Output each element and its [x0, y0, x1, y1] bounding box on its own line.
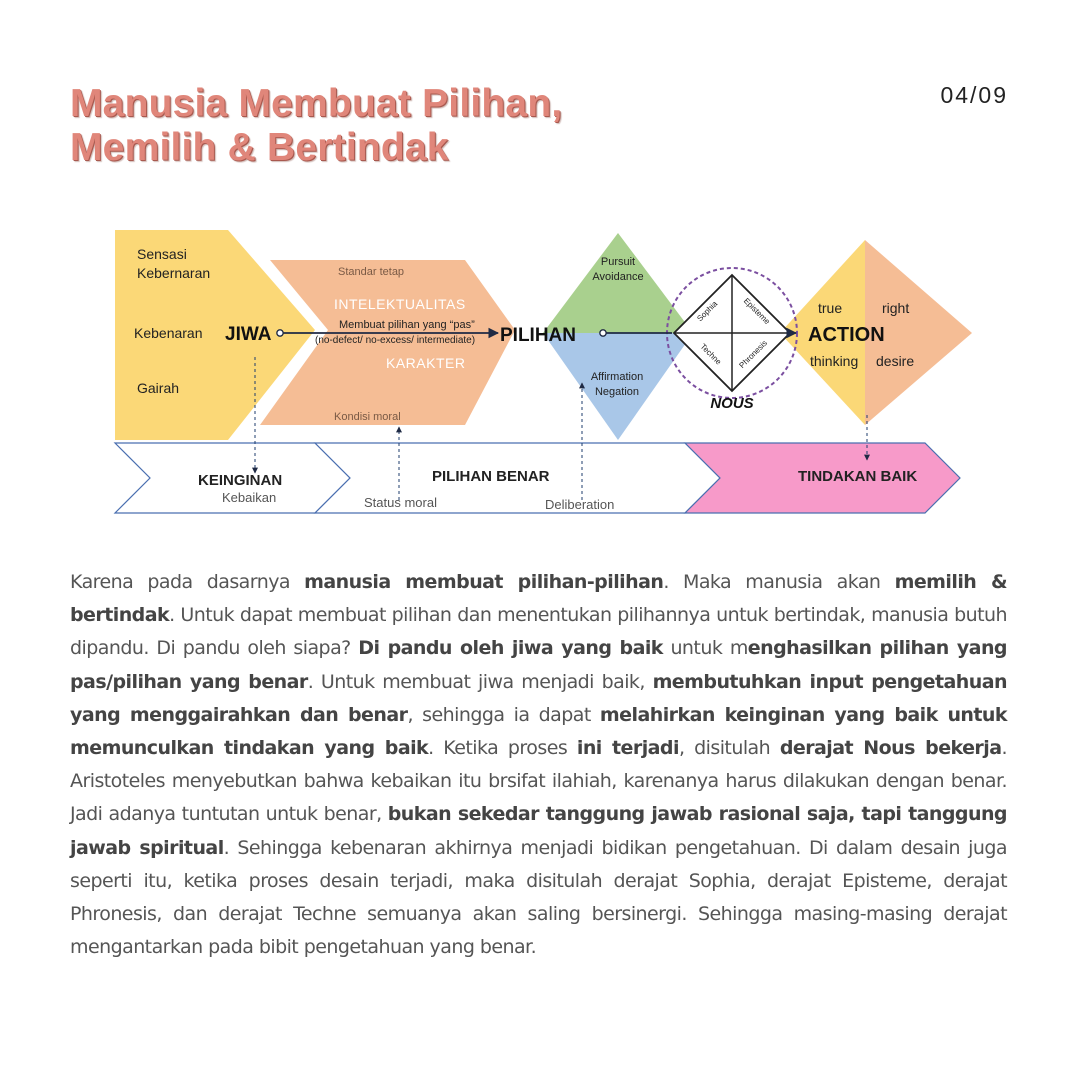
label-thinking: thinking	[810, 353, 859, 369]
title-line-2: Memilih & Bertindak	[70, 126, 449, 169]
text-segment: . Untuk membuat jiwa menjadi baik,	[307, 670, 653, 693]
label-phronesis: Phronesis	[737, 338, 769, 370]
label-kebenaran: Kebenaran	[134, 325, 203, 341]
label-jiwa: JIWA	[225, 324, 272, 345]
label-nous: NOUS	[710, 395, 754, 412]
bold-segment: derajat Nous bekerja	[779, 737, 1002, 760]
text-segment: , disitulah	[678, 737, 780, 760]
bold-segment: memilih & bertindak	[70, 571, 1008, 627]
label-no-defect: (no-defect/ no-excess/ intermediate)	[315, 335, 476, 346]
text-segment: . Ketika proses	[428, 737, 577, 760]
label-episteme: Episteme	[741, 296, 772, 327]
text-segment: , sehingga ia dapat	[407, 703, 600, 726]
label-affirmation: Affirmation	[590, 371, 644, 383]
label-deliberation: Deliberation	[545, 497, 615, 512]
label-techne: Techne	[698, 341, 724, 367]
label-pursuit: Pursuit	[600, 256, 636, 268]
label-desire: desire	[876, 353, 915, 369]
label-true: true	[818, 300, 843, 316]
label-right: right	[882, 300, 910, 316]
title-line-1: Manusia Membuat Pilihan,	[70, 82, 563, 125]
bold-segment: membutuhkan input pengetahuan yang menggairahkan dan benar	[70, 670, 1008, 726]
label-negation: Negation	[594, 386, 640, 398]
label-tindakan-baik: TINDAKAN BAIK	[798, 468, 918, 485]
concept-diagram	[110, 215, 980, 520]
label-kebaikan: Kebaikan	[222, 490, 277, 505]
label-kebernaran: Kebernaran	[137, 265, 211, 281]
label-action: ACTION	[808, 324, 885, 346]
body-paragraph	[70, 566, 1007, 964]
text-segment: Karena pada dasarnya	[70, 571, 305, 593]
label-karakter: KARAKTER	[386, 355, 466, 371]
page-title	[70, 82, 562, 170]
bold-segment: ini terjadi	[576, 737, 679, 760]
text-segment: untuk m	[662, 637, 748, 660]
pursuit-avoidance-shape	[543, 233, 693, 333]
label-status-moral: Status moral	[364, 495, 437, 510]
page-number: 04/09	[940, 82, 1008, 108]
bold-segment: enghasilkan pilihan yang pas/pilihan yang benar	[70, 637, 1007, 693]
text-segment: . Sehingga kebenaran akhirnya menjadi bidikan pengetahuan. Di dalam desain juga seperti itu, ketika proses desain terjadi, maka disitulah derajat Sophia, derajat Episteme, derajat Phronesis, dan derajat Techne semuanya akan saling bersinergi. Sehingga masing-masing derajat mengantarkan pada bibit pengetahuan yang benar.	[70, 836, 1007, 959]
bold-segment: bukan sekedar tanggung jawab rasional saja, tapi tanggung jawab spiritual	[70, 803, 1007, 859]
label-sophia: Sophia	[695, 299, 720, 324]
label-membuat-pilihan: Membuat pilihan yang “pas”	[339, 319, 475, 331]
label-intelektualitas: INTELEKTUALITAS	[334, 296, 466, 312]
bold-segment: Di pandu oleh jiwa yang baik	[358, 637, 663, 660]
label-standar-tetap: Standar tetap	[338, 266, 405, 278]
label-pilihan: PILIHAN	[500, 325, 576, 346]
label-sensasi: Sensasi	[137, 246, 187, 262]
bold-segment: manusia membuat pilihan-pilihan	[304, 571, 664, 593]
text-segment: . Maka manusia akan	[663, 571, 895, 593]
label-keinginan: KEINGINAN	[198, 472, 283, 489]
bold-segment: melahirkan keinginan yang baik untuk memunculkan tindakan yang baik	[70, 703, 1007, 760]
label-kondisi-moral: Kondisi moral	[334, 411, 401, 423]
label-avoidance: Avoidance	[592, 271, 644, 283]
label-pilihan-benar: PILIHAN BENAR	[432, 468, 550, 485]
text-segment: . Untuk dapat membuat pilihan dan menentukan pilihannya untuk bertindak, manusia butuh dipandu. Di pandu oleh siapa?	[70, 604, 1007, 660]
text-segment: . Aristoteles menyebutkan bahwa kebaikan itu brsifat ilahiah, karenanya harus dilakukan dengan benar. Jadi adanya tuntutan untuk benar,	[70, 737, 1007, 826]
label-gairah: Gairah	[137, 380, 180, 396]
